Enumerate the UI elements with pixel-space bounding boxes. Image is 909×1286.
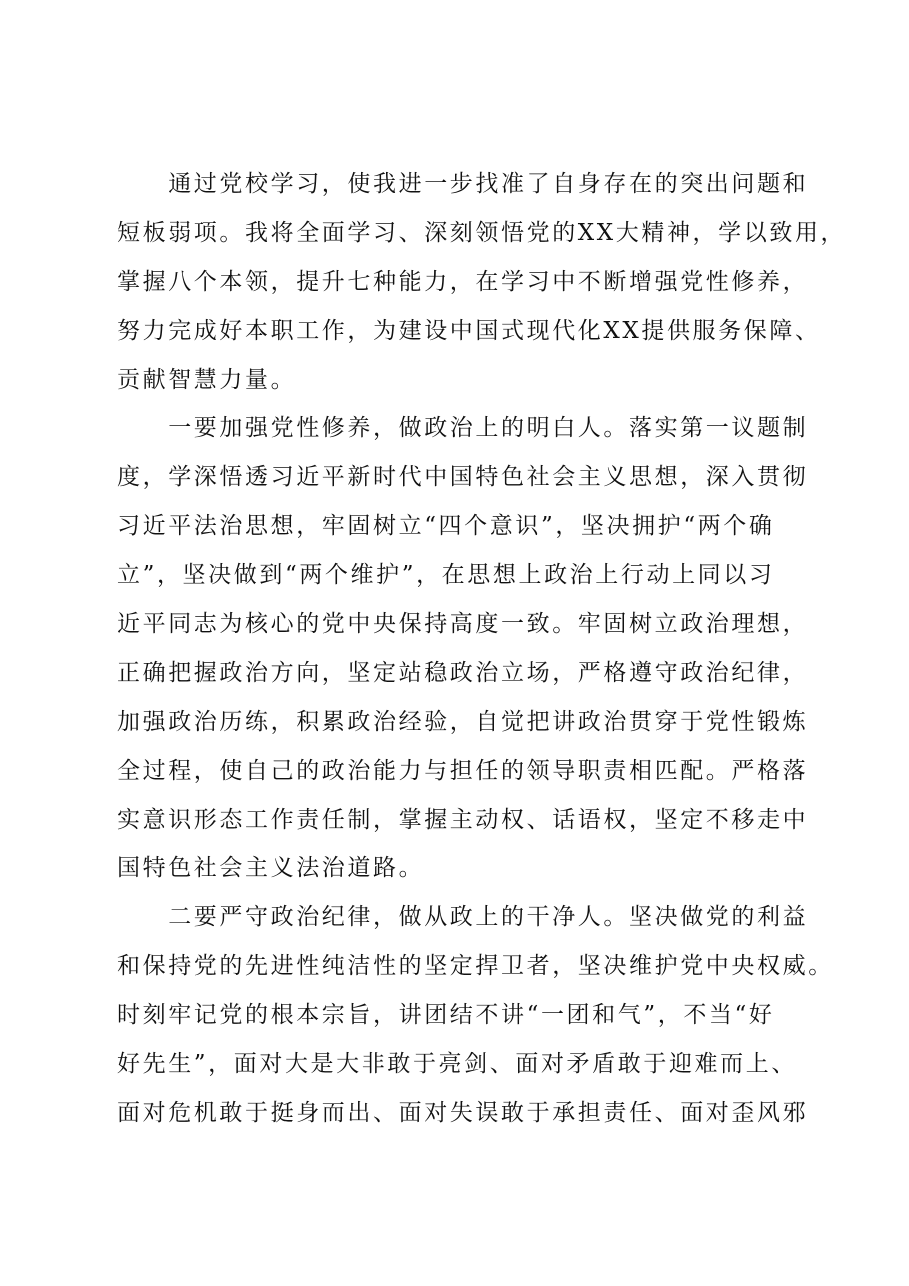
text-line: 度，学深悟透习近平新时代中国特色社会主义思想，深入贯彻 bbox=[117, 464, 809, 491]
text-line: 努力完成好本职工作，为建设中国式现代化XX提供服务保障、 bbox=[117, 317, 821, 344]
text-line: 一要加强党性修养，做政治上的明白人。落实第一议题制 bbox=[117, 415, 809, 442]
text-line: 短板弱项。我将全面学习、深刻领悟党的XX大精神，学以致用， bbox=[117, 219, 847, 246]
text-line: 时刻牢记党的根本宗旨，讲团结不讲“一团和气”，不当“好 bbox=[117, 1002, 775, 1029]
text-line: 加强政治历练，积累政治经验，自觉把讲政治贯穿于党性锻炼 bbox=[117, 708, 809, 735]
document-body bbox=[117, 160, 847, 1138]
text-line: 国特色社会主义法治道路。 bbox=[117, 855, 425, 882]
text-line: 正确把握政治方向，坚定站稳政治立场，严格遵守政治纪律， bbox=[117, 659, 809, 686]
text-line: 近平同志为核心的党中央保持高度一致。牢固树立政治理想， bbox=[117, 611, 809, 638]
text-line: 立”，坚决做到“两个维护”，在思想上政治上行动上同以习 bbox=[117, 562, 775, 589]
text-line: 贡献智慧力量。 bbox=[117, 366, 297, 393]
text-line: 好先生”，面对大是大非敢于亮剑、面对矛盾敢于迎难而上、 bbox=[117, 1051, 797, 1078]
text-line: 全过程，使自己的政治能力与担任的领导职责相匹配。严格落 bbox=[117, 757, 809, 784]
text-line: 通过党校学习，使我进一步找准了自身存在的突出问题和 bbox=[117, 171, 809, 197]
text-line: 面对危机敢于挺身而出、面对失误敢于承担责任、面对歪风邪 bbox=[117, 1099, 809, 1126]
text-line: 掌握八个本领，提升七种能力，在学习中不断增强党性修养， bbox=[117, 268, 809, 295]
text-line: 和保持党的先进性纯洁性的坚定捍卫者，坚决维护党中央权威。 bbox=[117, 953, 834, 980]
text-line: 二要严守政治纪律，做从政上的干净人。坚决做党的利益 bbox=[117, 904, 809, 931]
text-line: 实意识形态工作责任制，掌握主动权、话语权，坚定不移走中 bbox=[117, 806, 809, 833]
text-line: 习近平法治思想，牢固树立“四个意识”，坚决拥护“两个确 bbox=[117, 513, 775, 540]
